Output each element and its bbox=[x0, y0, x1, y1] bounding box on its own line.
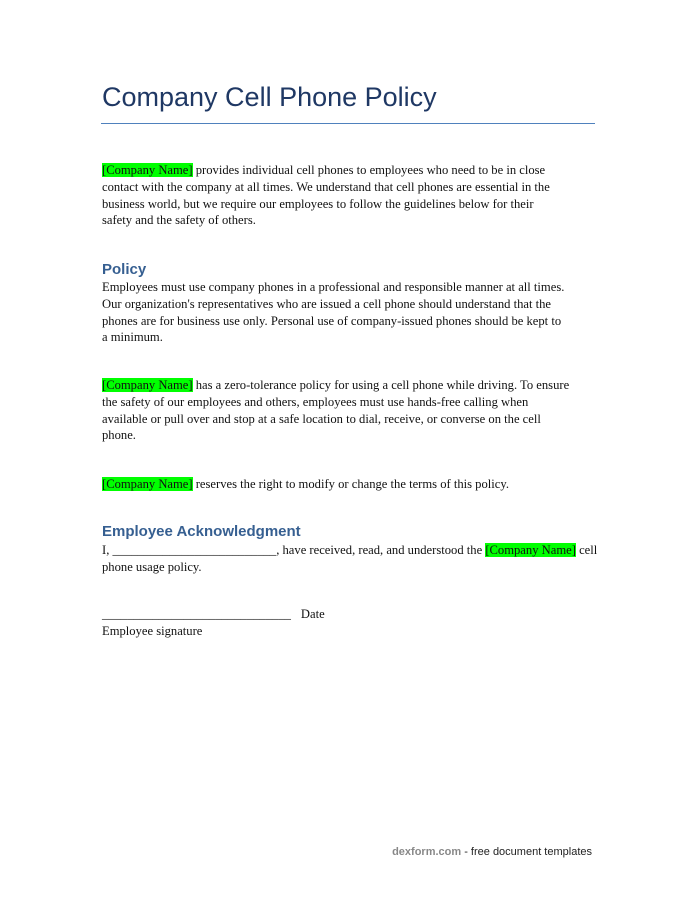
intro-line: safety and the safety of others. bbox=[102, 213, 256, 228]
policy-line bbox=[102, 476, 602, 493]
signature-block bbox=[102, 606, 602, 640]
policy-line: a minimum. bbox=[102, 330, 163, 345]
acknowledgment-line: phone usage policy. bbox=[102, 559, 202, 574]
signature-line-row bbox=[102, 606, 602, 623]
policy-text: reserves the right to modify or change the terms of this policy. bbox=[192, 477, 509, 491]
signature-line: ______________________________ bbox=[102, 607, 291, 621]
intro-line bbox=[102, 162, 602, 179]
company-name-placeholder: [Company Name] bbox=[102, 163, 193, 177]
acknowledgment-text: cell bbox=[575, 543, 598, 557]
policy-line: phone. bbox=[102, 428, 136, 443]
footer-brand-link[interactable]: dexform.com bbox=[392, 846, 462, 858]
policy-line bbox=[102, 377, 602, 394]
policy-heading: Policy bbox=[102, 261, 147, 278]
policy-line: phones are for business use only. Personal use of company-issued phones should be kept to bbox=[102, 313, 562, 328]
footer bbox=[392, 846, 592, 858]
document-title: Company Cell Phone Policy bbox=[102, 82, 437, 112]
acknowledgment-text: I, __________________________, have received, read, and understood the bbox=[102, 543, 486, 557]
acknowledgment-heading: Employee Acknowledgment bbox=[102, 523, 301, 540]
intro-line: contact with the company at all times. We understand that cell phones are essential in the bbox=[102, 179, 550, 194]
company-name-placeholder: [Company Name] bbox=[485, 543, 576, 557]
policy-paragraph-2 bbox=[102, 377, 602, 444]
company-name-placeholder: [Company Name] bbox=[102, 378, 193, 392]
policy-line: available or pull over and stop at a safe location to dial, receive, or converse on the cell bbox=[102, 411, 541, 426]
title-divider bbox=[101, 123, 595, 124]
policy-line: Employees must use company phones in a professional and responsible manner at all times. bbox=[102, 280, 565, 294]
policy-paragraph-1 bbox=[102, 279, 602, 346]
policy-line: Our organization's representatives who are issued a cell phone should understand that the bbox=[102, 296, 551, 311]
intro-line: business world, but we require our employees to follow the guidelines below for their bbox=[102, 196, 534, 211]
signature-label: Employee signature bbox=[102, 623, 203, 638]
date-label: Date bbox=[300, 607, 325, 621]
policy-paragraph-3 bbox=[102, 476, 602, 493]
footer-text: - free document templates bbox=[461, 846, 592, 858]
intro-text: provides individual cell phones to employees who need to be in close bbox=[192, 163, 546, 177]
company-name-placeholder: [Company Name] bbox=[102, 477, 193, 491]
policy-text: has a zero-tolerance policy for using a cell phone while driving. To ensure bbox=[192, 378, 570, 392]
intro-paragraph bbox=[102, 162, 602, 229]
acknowledgment-paragraph bbox=[102, 542, 602, 576]
acknowledgment-line bbox=[102, 542, 602, 559]
policy-line: the safety of our employees and others, employees must use hands-free calling when bbox=[102, 394, 529, 409]
